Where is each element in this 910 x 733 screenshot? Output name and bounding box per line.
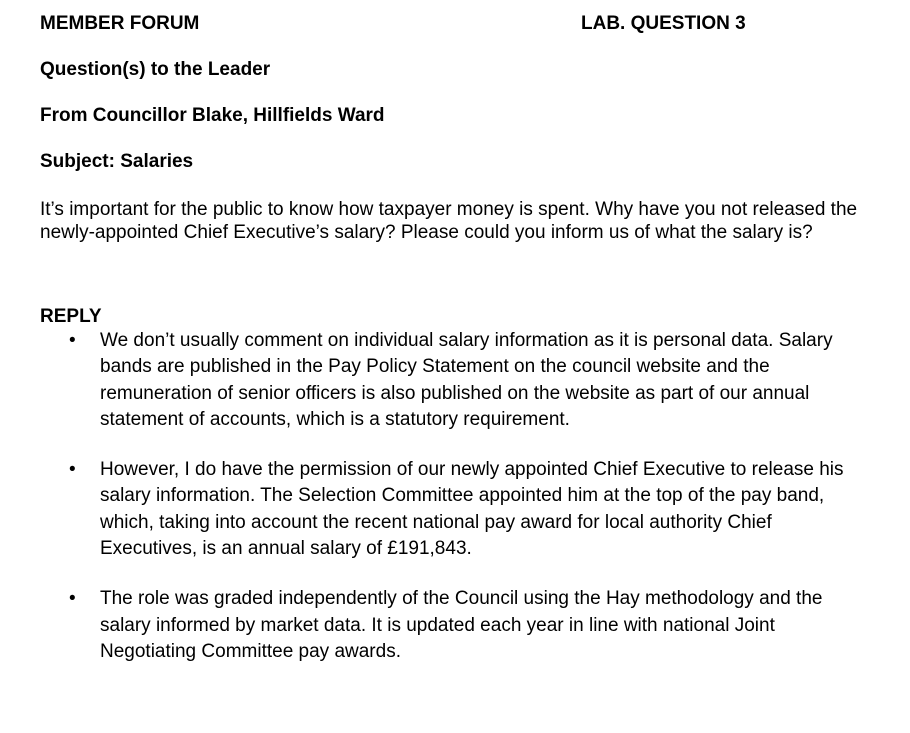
reply-heading: REPLY	[40, 306, 102, 327]
reply-point-text: We don’t usually comment on individual salary information as it is personal data. Salary bands are published in the Pay Policy Statement on the council website and the remuneration of senior officers is also published on the website as part of our annual statement of accounts, which is a statutory requirement.	[100, 330, 833, 430]
bullet-icon: •	[69, 588, 76, 610]
bullet-icon: •	[69, 459, 76, 481]
question-text: It’s important for the public to know how taxpayer money is spent. Why have you not released the newly-appointed Chief Executive’s salary? Please could you inform us of what the salary is?	[40, 199, 858, 243]
reply-point-text: However, I do have the permission of our newly appointed Chief Executive to release his salary information. The Selection Committee appointed him at the top of the pay band, which, taking into account the recent national pay award for local authority Chief Executives, is an annual salary of £191,843.	[100, 459, 844, 560]
header-question-number: LAB. QUESTION 3	[581, 13, 746, 34]
bullet-icon: •	[69, 330, 76, 351]
header-member-forum: MEMBER FORUM	[40, 13, 200, 34]
reply-point-1	[0, 328, 872, 433]
reply-point-2	[0, 457, 872, 562]
from-line: From Councillor Blake, Hillfields Ward	[40, 105, 385, 126]
question-heading: Question(s) to the Leader	[40, 59, 271, 80]
reply-list	[0, 328, 900, 689]
reply-point-3	[0, 586, 872, 665]
reply-point-text: The role was graded independently of the Council using the Hay methodology and the salary informed by market data. It is updated each year in line with national Joint Negotiating Committee pay awards.	[100, 588, 823, 662]
subject-line: Subject: Salaries	[40, 151, 194, 172]
